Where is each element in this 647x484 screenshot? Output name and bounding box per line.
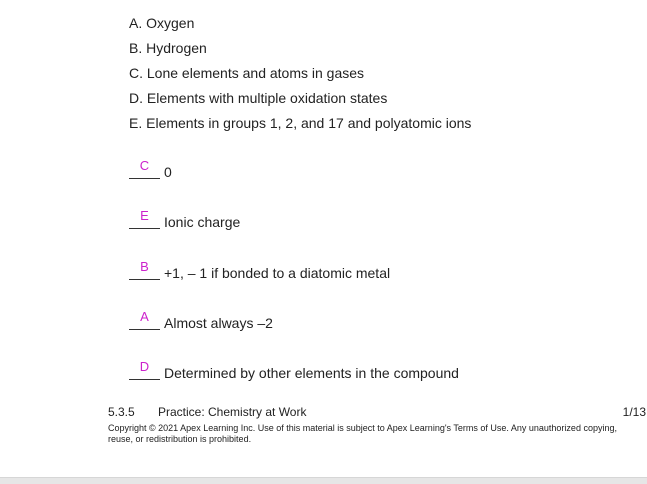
filled-answer: B <box>140 259 149 274</box>
match-description: Determined by other elements in the compound <box>164 365 459 381</box>
option-c: C. Lone elements and atoms in gases <box>129 65 365 81</box>
viewer-bottom-bar <box>0 477 647 484</box>
lesson-title: Practice: Chemistry at Work <box>158 405 307 419</box>
filled-answer: C <box>139 158 150 173</box>
option-a: A. Oxygen <box>129 15 195 31</box>
match-description: Almost always –2 <box>164 315 273 331</box>
match-description: +1, – 1 if bonded to a diatomic metal <box>164 265 391 281</box>
filled-answer: D <box>139 359 150 374</box>
lesson-number: 5.3.5 <box>108 405 135 419</box>
option-d: D. Elements with multiple oxidation states <box>129 90 388 106</box>
page-number: 1/13 <box>622 405 646 419</box>
option-b: B. Hydrogen <box>129 40 207 56</box>
match-description: Ionic charge <box>164 214 241 230</box>
option-e: E. Elements in groups 1, 2, and 17 and polyatomic ions <box>129 115 472 131</box>
filled-answer: E <box>140 208 149 223</box>
match-description: 0 <box>164 164 172 180</box>
filled-answer: A <box>140 309 149 324</box>
answer-options-list <box>129 11 471 136</box>
copyright-notice: Copyright © 2021 Apex Learning Inc. Use of this material is subject to Apex Learning's Terms of Use. Any unauthorized copying, reuse, or redistribution is prohibited. <box>108 423 617 444</box>
